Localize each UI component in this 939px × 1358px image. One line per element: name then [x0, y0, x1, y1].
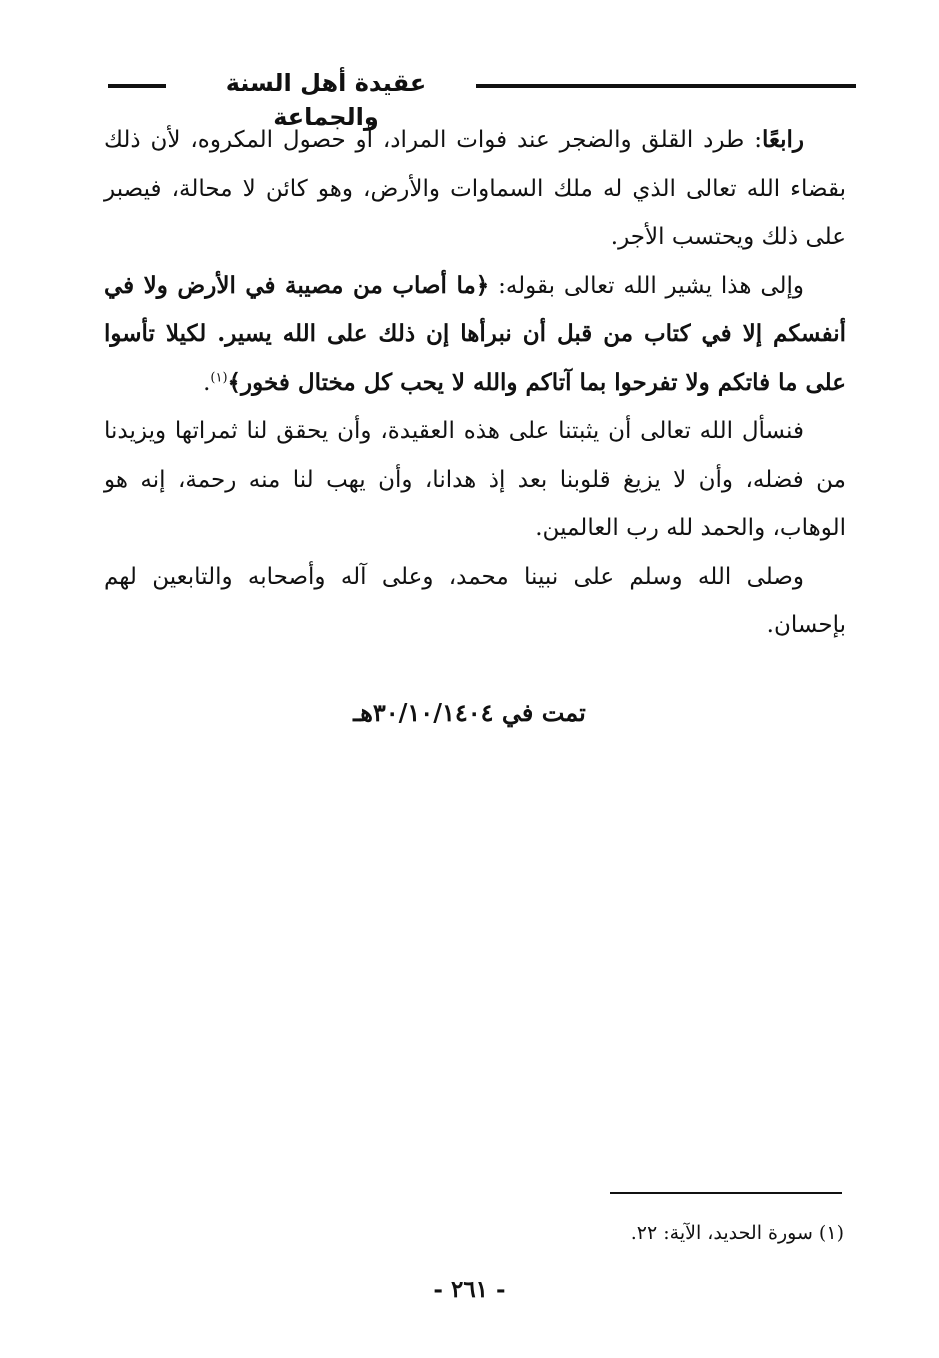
paragraph-salutation [104, 553, 846, 650]
paragraph-text: وصلى الله وسلم على نبينا محمد، وعلى آله وأصحابه والتابعين لهم بإحسان. [104, 563, 846, 638]
main-text [104, 116, 846, 650]
paragraph-end: . [203, 369, 211, 396]
header-title: عقيدة أهل السنة والجماعة [225, 69, 427, 131]
header-rule-right [476, 84, 856, 88]
quran-verse: ﴿ما أصاب من مصيبة في الأرض ولا في أنفسكم إلا في كتاب من قبل أن نبرأها إن ذلك على الله يسير. لكيلا تأسوا على ما فاتكم ولا تفرحوا بما آتاكم والله لا يحب كل مختال فخور﴾ [104, 271, 846, 396]
paragraph-text: : طرد القلق والضجر عند فوات المراد، أو حصول المكروه، لأن ذلك بقضاء الله تعالى الذي له ملك السماوات والأرض، وهو كائن لا محالة، فيصبر على ذلك ويحتسب الأجر. [104, 127, 846, 250]
paragraph-fourth-point [104, 116, 846, 262]
page-number: - ٢٦١ - [433, 1276, 506, 1303]
header-rule-left [108, 84, 166, 88]
paragraph-quran-citation [104, 262, 846, 408]
paragraph-text: فنسأل الله تعالى أن يثبتنا على هذه العقيدة، وأن يحقق لنا ثمراتها ويزيدنا من فضله، وأن لا يزيغ قلوبنا بعد إذ هدانا، وأن يهب لنا منه رحمة، إنه هو الوهاب، والحمد لله رب العالمين. [104, 418, 846, 541]
completion-date: تمت في ٣٠/١٠/١٤٠٤هـ [353, 698, 586, 727]
paragraph-lead-word: رابعًا [761, 126, 804, 153]
paragraph-intro: وإلى هذا يشير الله تعالى بقوله: [489, 272, 804, 299]
footnote: (١) سورة الحديد، الآية: ٢٢. [630, 1222, 844, 1244]
footnote-separator [610, 1192, 842, 1194]
footnote-reference: (١) [210, 369, 228, 385]
running-header [96, 62, 856, 131]
paragraph-supplication [104, 407, 846, 553]
